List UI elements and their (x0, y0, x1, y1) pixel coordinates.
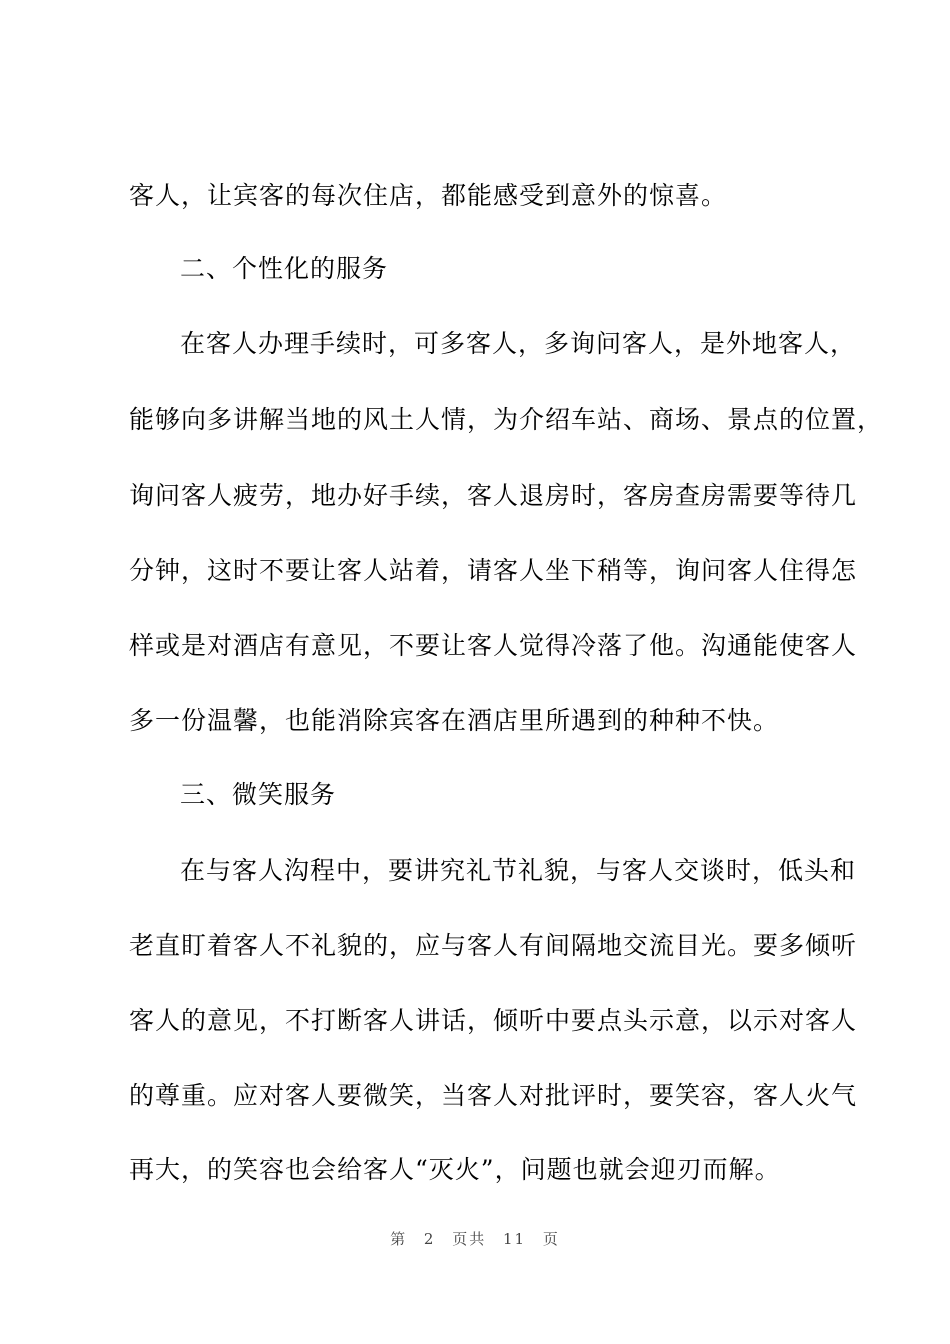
paragraph-line: 老直盯着客人不礼貌的，应与客人有间隔地交流目光。要多倾听 (129, 931, 858, 960)
section-heading-personalized-service: 二、个性化的服务 (180, 254, 389, 283)
paragraph-line: 的尊重。应对客人要微笑，当客人对批评时，要笑容，客人火气 (129, 1081, 858, 1110)
section-heading-smile-service: 三、微笑服务 (180, 780, 337, 809)
paragraph-line-continuation: 客人，让宾客的每次住店，都能感受到意外的惊喜。 (129, 181, 728, 210)
footer-total-pages: 11 (503, 1230, 527, 1248)
paragraph-line: 在客人办理手续时，可多客人，多询问客人，是外地客人， (180, 329, 857, 358)
page-footer (0, 1229, 950, 1249)
footer-prefix: 第 (390, 1230, 408, 1248)
paragraph-line: 在与客人沟程中，要讲究礼节礼貌，与客人交谈时，低头和 (180, 856, 857, 885)
paragraph-line: 询问客人疲劳，地办好手续，客人退房时，客房查房需要等待几 (129, 481, 858, 510)
footer-page-number: 2 (423, 1230, 436, 1248)
footer-middle: 页共 (452, 1230, 487, 1248)
paragraph-line: 能够向多讲解当地的风土人情，为介绍车站、商场、景点的位置， (129, 405, 884, 434)
paragraph-line: 多一份温馨，也能消除宾客在酒店里所遇到的种种不快。 (129, 706, 780, 735)
paragraph-line: 客人的意见，不打断客人讲话，倾听中要点头示意，以示对客人 (129, 1006, 858, 1035)
paragraph-line: 分钟，这时不要让客人站着，请客人坐下稍等，询问客人住得怎 (129, 556, 858, 585)
paragraph-line: 再大，的笑容也会给客人“灭火”，问题也就会迎刃而解。 (129, 1155, 781, 1184)
paragraph-line: 样或是对酒店有意见，不要让客人觉得冷落了他。沟通能使客人 (129, 631, 858, 660)
footer-suffix: 页 (542, 1230, 560, 1248)
